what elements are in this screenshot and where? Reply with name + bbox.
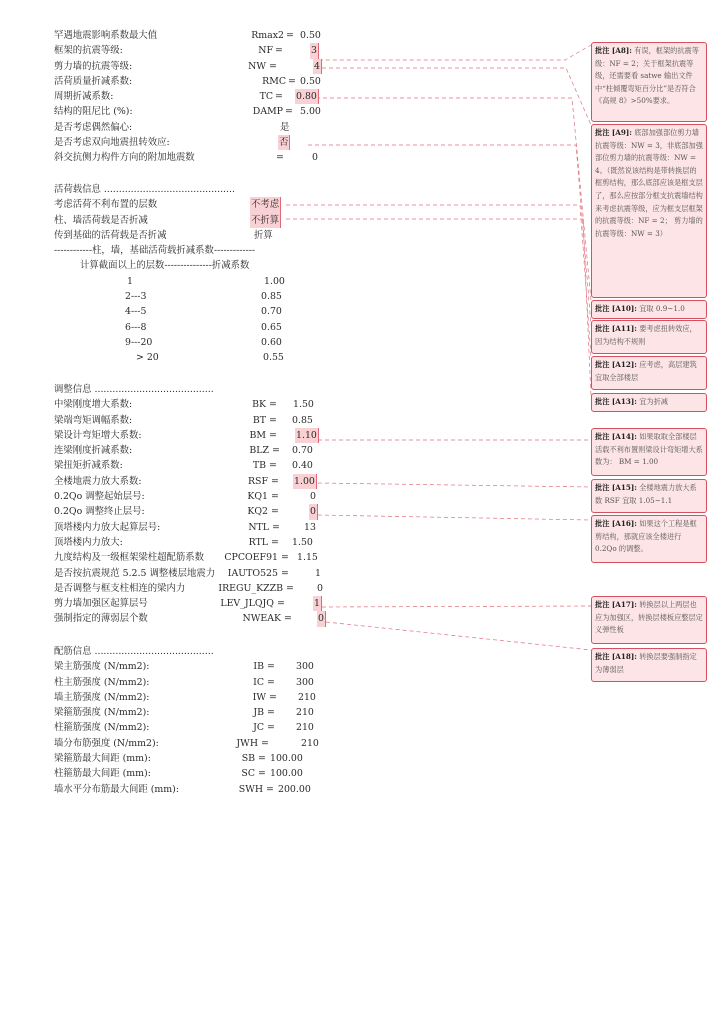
live-load-section	[54, 182, 354, 366]
comment-text: 应考虑，高层建筑宜取全部楼层	[595, 360, 697, 382]
param-value: 200.00	[278, 783, 311, 795]
factor-cell: 0.70	[261, 306, 282, 318]
equals-sign: =	[269, 414, 277, 426]
section-header: 配筋信息 ........................................	[54, 646, 214, 657]
param-nf	[54, 43, 354, 58]
param-value: 13	[304, 521, 316, 533]
param-value: 0	[309, 504, 318, 519]
param-label: 罕遇地震影响系数最大值	[54, 30, 158, 41]
reduction-table	[54, 274, 354, 366]
param-eccentric	[54, 120, 354, 135]
param-nw	[54, 59, 354, 74]
param-value: 0	[317, 611, 326, 626]
floors-cell: 2---3	[125, 291, 147, 303]
param-rtl	[54, 535, 354, 550]
param-lev-jlqjq	[54, 596, 354, 611]
param-value: 5.00	[300, 106, 321, 118]
equals-sign: =	[281, 552, 289, 564]
factor-cell: 1.00	[264, 275, 285, 287]
param-value: 300	[296, 661, 314, 673]
equals-sign: =	[269, 691, 277, 703]
param-label: 柱主筋强度 (N/mm2):	[54, 676, 150, 688]
param-cpcoef91	[54, 550, 354, 565]
param-code: TB	[252, 460, 266, 472]
equals-sign: =	[284, 613, 292, 625]
param-code: IW	[252, 691, 266, 703]
comment-a10[interactable]	[591, 300, 707, 319]
comment-text: 转换层要强制指定为薄弱层	[595, 652, 697, 674]
factor-cell: 0.65	[261, 321, 282, 333]
param-value: 否	[278, 135, 290, 150]
param-iauto525	[54, 566, 354, 581]
comment-a17[interactable]	[591, 596, 707, 644]
param-value: 0	[312, 152, 318, 164]
param-value: 1.10	[295, 428, 319, 443]
equals-sign: =	[261, 737, 269, 749]
param-code: BT	[252, 414, 266, 426]
param-label: 0.2Qo 调整起始层号:	[54, 491, 145, 503]
comment-text: 宜为折减	[639, 397, 668, 406]
param-label: 斜交抗侧力构件方向的附加地震数	[54, 152, 195, 164]
param-value: 0	[317, 582, 323, 594]
param-value: 0	[310, 491, 316, 503]
param-label: 是否调整与框支柱相连的梁内力	[54, 582, 186, 594]
comment-a12[interactable]	[591, 356, 707, 390]
param-value: 100.00	[270, 768, 303, 780]
factor-cell: 0.60	[261, 336, 282, 348]
param-code: Rmax2	[251, 30, 284, 41]
param-value: 不折算	[250, 213, 281, 228]
live-row-layout	[54, 197, 354, 212]
comment-text: 全楼地震力放大系数 RSF 宜取 1.05~1.1	[595, 483, 697, 505]
param-additional-seismic	[54, 150, 354, 165]
param-code: LEV_JLQJQ	[220, 598, 274, 610]
table-row	[54, 350, 354, 365]
comment-a18[interactable]	[591, 648, 707, 682]
equals-sign: =	[277, 598, 285, 610]
param-code: SWH	[238, 783, 263, 795]
param-value: 4	[313, 59, 322, 74]
equals-sign: =	[271, 475, 279, 487]
param-iregu-kzzb	[54, 581, 354, 596]
param-label: 框架的抗震等级:	[54, 45, 123, 57]
param-code: NTL	[248, 521, 269, 533]
param-value: 210	[298, 691, 316, 703]
equals-sign: =	[269, 60, 277, 72]
param-label: 传到基础的活荷载是否折减	[54, 229, 167, 241]
param-tc	[54, 89, 354, 104]
param-label: 顶塔楼内力放大起算层号:	[54, 521, 161, 533]
comment-a13[interactable]	[591, 393, 707, 412]
param-code: JWH	[236, 737, 258, 749]
param-value: 210	[301, 737, 319, 749]
equals-sign: =	[281, 567, 289, 579]
comment-text: 转换层以上两层也应为加强区，转换层楼板应整层定义弹性板	[595, 600, 703, 635]
param-kq1	[54, 489, 354, 504]
section-header: 活荷载信息 ............................................	[54, 184, 235, 195]
param-label: 墙分布筋强度 (N/mm2):	[54, 737, 159, 749]
comment-a8[interactable]	[591, 42, 707, 122]
equals-sign: =	[269, 399, 277, 411]
comment-a15[interactable]	[591, 479, 707, 513]
param-code: KQ2	[247, 506, 268, 518]
param-code: JC	[253, 722, 264, 734]
equals-sign: =	[272, 521, 280, 533]
param-label: 结构的阻尼比 (%):	[54, 106, 133, 118]
param-label: 顶塔楼内力放大:	[54, 536, 123, 548]
param-label: 强制指定的薄弱层个数	[54, 613, 148, 625]
floors-cell: 9---20	[125, 336, 153, 348]
equals-sign: =	[269, 460, 277, 472]
equals-sign: =	[258, 753, 266, 765]
param-value: 0.70	[292, 445, 313, 457]
param-code: BK	[252, 399, 266, 411]
param-rsf	[54, 474, 354, 489]
param-value: 210	[296, 722, 314, 734]
param-code: NWEAK	[242, 613, 281, 625]
param-label: 墙主筋强度 (N/mm2):	[54, 691, 150, 703]
equals-sign: =	[275, 91, 283, 103]
section-header: 调整信息 ........................................	[54, 384, 214, 395]
param-value: 3	[310, 43, 319, 58]
param-label: 全楼地震力放大系数:	[54, 475, 142, 487]
param-value: 0.40	[292, 460, 313, 472]
param-label: 周期折减系数:	[54, 91, 114, 103]
param-sc	[54, 766, 354, 781]
live-row-foundation	[54, 228, 354, 243]
param-value: 0.50	[300, 30, 321, 41]
param-rmax2	[54, 28, 354, 43]
equals-sign: =	[285, 106, 293, 118]
param-value: 1	[313, 596, 322, 611]
equals-sign: =	[286, 582, 294, 594]
comment-a14[interactable]	[591, 428, 707, 476]
equals-sign: =	[267, 661, 275, 673]
comment-tag: 批注 [A17]:	[595, 600, 637, 609]
param-ic	[54, 675, 354, 690]
comment-text: 如果这个工程是框剪结构，那就应该全楼进行 0.2Qo 的调整。	[595, 519, 697, 554]
floors-cell: 4---5	[125, 306, 147, 318]
param-label: 梁箍筋强度 (N/mm2):	[54, 707, 150, 719]
param-bt	[54, 413, 354, 428]
comment-tag: 批注 [A12]:	[595, 360, 637, 369]
rebar-section	[54, 644, 354, 797]
comment-tag: 批注 [A15]:	[595, 483, 637, 492]
comment-text: 如果取取全部楼层活载不利布置则梁设计弯矩增大系数为： BM = 1.00	[595, 432, 703, 467]
param-code: BM	[249, 429, 266, 441]
param-value: 210	[296, 707, 314, 719]
equals-sign: =	[275, 45, 283, 57]
comment-tag: 批注 [A16]:	[595, 519, 637, 528]
param-code: SC	[241, 768, 255, 780]
param-value: 1.00	[293, 474, 317, 489]
comment-text: 底部加强部位剪力墙抗震等级：NW = 3，非底部加强部位剪力墙的抗震等级：NW = 4。（既然说该结构是带转换层的框剪结构，那么底部应该是框支层了，那么应按部分框支抗震墙结构来考虑抗震等级，应为框支层框架的抗震等级：NF = 2； 剪力墙的抗震等级：NW = 3）	[595, 128, 703, 238]
equals-sign: =	[267, 722, 275, 734]
param-jb	[54, 705, 354, 720]
param-value: 1	[315, 567, 321, 579]
param-label: 0.2Qo 调整终止层号:	[54, 506, 145, 518]
param-label: 考虑活荷不利布置的层数	[54, 199, 158, 211]
comment-tag: 批注 [A9]:	[595, 128, 632, 137]
adjust-section	[54, 382, 354, 627]
param-bk	[54, 397, 354, 412]
comment-a11[interactable]	[591, 320, 707, 354]
table-row	[54, 320, 354, 335]
param-code: RTL	[248, 536, 268, 548]
param-code: NF	[258, 45, 273, 57]
factor-cell: 0.85	[261, 291, 282, 303]
equals-sign: =	[258, 768, 266, 780]
param-code: DAMP	[252, 106, 283, 118]
param-label: 梁端弯矩调幅系数:	[54, 414, 133, 426]
param-code: JB	[253, 707, 264, 719]
param-ntl	[54, 520, 354, 535]
param-label: 梁扭矩折减系数:	[54, 460, 123, 472]
comment-a16[interactable]	[591, 515, 707, 563]
param-label: 剪力墙加强区起算层号	[54, 598, 148, 610]
param-sb	[54, 751, 354, 766]
param-ib	[54, 659, 354, 674]
table-row	[54, 289, 354, 304]
param-blz	[54, 443, 354, 458]
param-value: 0.85	[292, 414, 313, 426]
floors-cell: > 20	[136, 352, 159, 364]
param-code: SB	[241, 753, 255, 765]
floors-cell: 6---8	[125, 321, 147, 333]
param-label: 剪力墙的抗震等级:	[54, 60, 133, 72]
param-jwh	[54, 736, 354, 751]
equals-sign: =	[271, 536, 279, 548]
factor-cell: 0.55	[263, 352, 284, 364]
param-value: 1.15	[297, 552, 318, 564]
param-bidirectional	[54, 135, 354, 150]
param-damp	[54, 104, 354, 119]
param-label: 中梁刚度增大系数:	[54, 399, 133, 411]
param-value: 折算	[254, 229, 273, 241]
param-label: 梁设计弯矩增大系数:	[54, 429, 142, 441]
comment-tag: 批注 [A13]:	[595, 397, 637, 406]
param-swh	[54, 782, 354, 797]
equals-sign: =	[266, 783, 274, 795]
param-value: 100.00	[270, 753, 303, 765]
param-code: TC	[259, 91, 273, 103]
param-label: 是否考虑偶然偏心:	[54, 121, 133, 133]
comment-text: 要考虑扭转效应， 因为结构不规则	[595, 324, 697, 346]
param-tb	[54, 458, 354, 473]
comment-tag: 批注 [A18]:	[595, 652, 637, 661]
param-label: 是否按抗震规范 5.2.5 调整楼层地震力	[54, 567, 216, 579]
equals-sign: =	[276, 152, 284, 164]
equals-sign: =	[267, 676, 275, 688]
param-rmc	[54, 74, 354, 89]
equals-sign: =	[288, 75, 296, 87]
param-label: 九度结构及一级框架梁柱超配筋系数	[54, 552, 205, 564]
param-code: BLZ	[249, 445, 269, 457]
equals-sign: =	[271, 491, 279, 503]
comment-tag: 批注 [A11]:	[595, 324, 637, 333]
param-jc	[54, 720, 354, 735]
param-code: CPCOEF91	[224, 552, 278, 564]
param-value: 0.80	[295, 89, 319, 104]
param-value: 不考虑	[250, 197, 281, 212]
param-value: 0.50	[300, 75, 321, 87]
equals-sign: =	[272, 445, 280, 457]
floors-cell: 1	[127, 275, 133, 287]
param-code: RMC	[262, 75, 286, 87]
comment-text: 有误，框架的抗震等级：NF = 2；关于框架抗震等级，还需要看 satwe 输出文件中“柱倾覆弯矩百分比”是否符合《高规 8》>50%要求。	[595, 46, 699, 106]
equals-sign: =	[286, 30, 294, 41]
equals-sign: =	[269, 429, 277, 441]
param-kq2	[54, 504, 354, 519]
param-nweak	[54, 611, 354, 626]
equals-sign: =	[267, 707, 275, 719]
param-label: 柱箍筋强度 (N/mm2):	[54, 722, 150, 734]
param-value: 300	[296, 676, 314, 688]
param-code: IAUTO525	[227, 567, 278, 579]
param-label: 连梁刚度折减系数:	[54, 445, 133, 457]
equals-sign: =	[271, 506, 279, 518]
param-code: IB	[253, 661, 264, 673]
param-code: IREGU_KZZB	[218, 582, 283, 594]
comment-text: 宜取 0.9~1.0	[639, 304, 685, 313]
param-bm	[54, 428, 354, 443]
param-code: RSF	[248, 475, 268, 487]
param-label: 梁主筋强度 (N/mm2):	[54, 661, 150, 673]
param-label: 柱、墙活荷载是否折减	[54, 214, 148, 226]
comment-tag: 批注 [A8]:	[595, 46, 632, 55]
param-label: 墙水平分布筋最大间距 (mm):	[54, 783, 179, 795]
param-value: 1.50	[292, 536, 313, 548]
param-value: 是	[280, 121, 290, 133]
param-iw	[54, 690, 354, 705]
param-code: NW	[248, 60, 266, 72]
comment-tag: 批注 [A14]:	[595, 432, 637, 441]
table-row	[54, 274, 354, 289]
param-label: 是否考虑双向地震扭转效应:	[54, 137, 170, 149]
param-value: 1.50	[293, 399, 314, 411]
table-row	[54, 335, 354, 350]
table-row	[54, 304, 354, 319]
reduction-table-header: 计算截面以上的层数---------------折减系数	[80, 260, 250, 272]
param-label: 活荷质量折减系数:	[54, 75, 133, 87]
reduction-subtitle: ------------柱，墙，基础活荷载折减系数-------------	[54, 245, 256, 257]
param-label: 梁箍筋最大间距 (mm):	[54, 753, 151, 765]
param-code: KQ1	[247, 491, 268, 503]
seismic-section	[54, 28, 354, 166]
param-code: IC	[253, 676, 264, 688]
live-row-column-wall	[54, 213, 354, 228]
comment-a9[interactable]	[591, 124, 707, 298]
param-label: 柱箍筋最大间距 (mm):	[54, 768, 151, 780]
comment-tag: 批注 [A10]:	[595, 304, 637, 313]
